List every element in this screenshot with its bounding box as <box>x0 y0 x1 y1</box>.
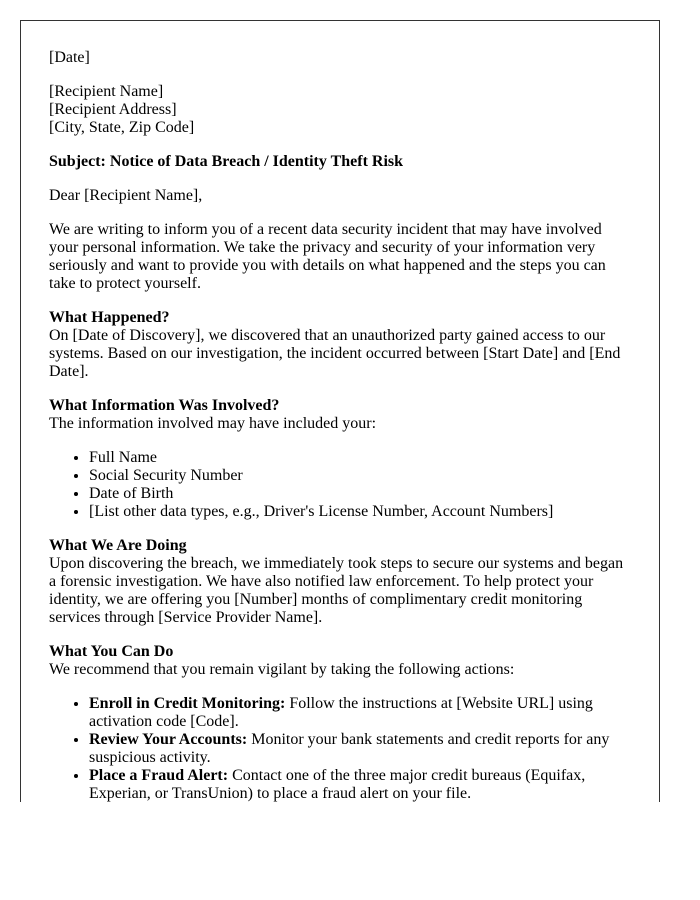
list-item: • Full Name <box>89 449 631 467</box>
info-involved-section <box>49 397 631 433</box>
list-item <box>89 767 631 802</box>
letter-date: [Date] <box>49 49 90 66</box>
actions-list <box>49 695 631 802</box>
recipient-city: [City, State, Zip Code] <box>49 119 195 136</box>
info-involved-heading: What Information Was Involved? <box>49 397 280 414</box>
what-you-do-heading: What You Can Do <box>49 643 174 660</box>
action-text: Contact one of the three major credit bureaus (Equifax, Experian, or TransUnion) to place a fraud alert on your file. <box>89 767 586 802</box>
recipient-name: [Recipient Name] <box>49 83 164 100</box>
info-involved-body: The information involved may have included your: <box>49 415 377 432</box>
salutation: Dear [Recipient Name], <box>49 187 203 204</box>
recipient-block <box>49 83 631 137</box>
list-item: • [List other data types, e.g., Driver's License Number, Account Numbers] <box>89 503 631 521</box>
info-involved-list <box>49 449 631 521</box>
letter-document <box>20 20 660 802</box>
list-item: • Date of Birth <box>89 485 631 503</box>
list-item <box>89 695 631 731</box>
list-item <box>89 731 631 767</box>
action-label: Place a Fraud Alert: <box>89 767 229 784</box>
what-happened-body: On [Date of Discovery], we discovered that an unauthorized party gained access to our systems. Based on our investigation, the incident occurred between [Start Date] and [End Date]. <box>49 327 621 380</box>
action-label: Review Your Accounts: <box>89 731 248 748</box>
what-we-do-heading: What We Are Doing <box>49 537 187 554</box>
what-we-do-section <box>49 537 631 627</box>
list-item: • Social Security Number <box>89 467 631 485</box>
what-you-do-section <box>49 643 631 679</box>
what-we-do-body: Upon discovering the breach, we immediately took steps to secure our systems and began a forensic investigation. We have also notified law enforcement. To help protect your identity, we are offering you [Number] months of complimentary credit monitoring services through [Service Provider Name]. <box>49 555 624 626</box>
what-happened-heading: What Happened? <box>49 309 170 326</box>
subject-text: Subject: Notice of Data Breach / Identity Theft Risk <box>49 153 404 170</box>
intro-paragraph: We are writing to inform you of a recent data security incident that may have involved your personal information. We take the privacy and security of your information very seriously and want to provide you with details on what happened and the steps you can take to protect yourself. <box>49 221 606 292</box>
what-happened-section <box>49 309 631 381</box>
what-you-do-body: We recommend that you remain vigilant by taking the following actions: <box>49 661 515 678</box>
action-text: Follow the instructions at [Website URL] using activation code [Code]. <box>89 695 593 730</box>
action-label: Enroll in Credit Monitoring: <box>89 695 286 712</box>
action-text: Monitor your bank statements and credit reports for any suspicious activity. <box>89 731 610 766</box>
subject-line <box>49 153 631 171</box>
recipient-address: [Recipient Address] <box>49 101 177 118</box>
